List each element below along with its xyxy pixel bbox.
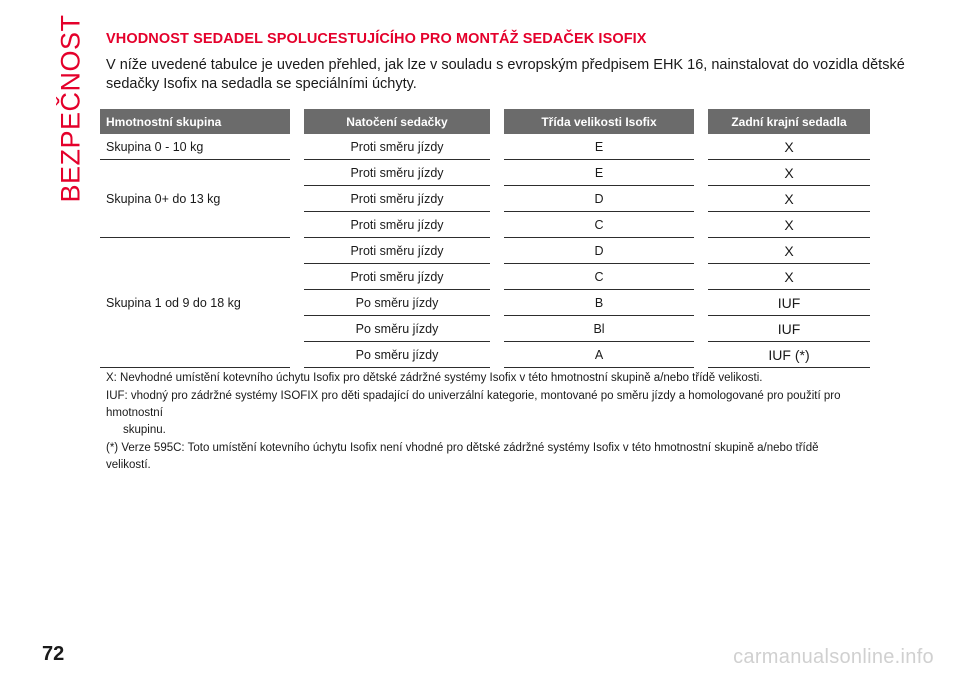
size-class-cell: C — [504, 264, 694, 290]
size-class-cell: D — [504, 186, 694, 212]
table-body — [100, 134, 870, 368]
intro-paragraph: V níže uvedené tabulce je uveden přehled, jak lze v souladu s evropským předpisem EHK 16, nainstalovat do vozidla dětské sedačky Isofix na sedadla se speciálními úchyty. — [106, 57, 905, 92]
orientation-cell: Proti směru jízdy — [304, 186, 490, 212]
note-iuf-line1: IUF: vhodný pro zádržné systémy ISOFIX pro děti spadající do univerzální kategorie, montované po směru jízdy a homologované pro použití pro hmotnostní — [106, 390, 841, 419]
weight-group-cell: Skupina 0 - 10 kg — [100, 134, 290, 160]
orientation-cell: Proti směru jízdy — [304, 160, 490, 186]
header-size-class: Třída velikosti Isofix — [504, 109, 694, 134]
orientation-cell: Proti směru jízdy — [304, 238, 490, 264]
rear-seats-cell: X — [708, 212, 870, 238]
size-class-cell: D — [504, 238, 694, 264]
rear-seats-cell: X — [708, 134, 870, 160]
rear-seats-cell: X — [708, 264, 870, 290]
side-label-text: BEZPEČNOST — [55, 13, 86, 203]
weight-group-cell: Skupina 0+ do 13 kg — [100, 160, 290, 238]
rear-seats-cell: IUF — [708, 290, 870, 316]
orientation-cell: Po směru jízdy — [304, 316, 490, 342]
orientation-cell: Proti směru jízdy — [304, 212, 490, 238]
note-iuf-line2: skupinu. — [123, 424, 166, 436]
watermark: carmanualsonline.info — [733, 646, 934, 668]
size-class-cell: C — [504, 212, 694, 238]
orientation-cell: Po směru jízdy — [304, 342, 490, 368]
size-class-cell: B — [504, 290, 694, 316]
weight-group-cell: Skupina 1 od 9 do 18 kg — [100, 238, 290, 368]
section-side-label — [55, 13, 86, 203]
size-class-cell: Bl — [504, 316, 694, 342]
table-row — [100, 238, 870, 264]
header-rear-seats: Zadní krajní sedadla — [708, 109, 870, 134]
rear-seats-cell: X — [708, 186, 870, 212]
note-x: X: Nevhodné umístění kotevního úchytu Isofix pro dětské zádržné systémy Isofix v této hmotnostní skupině a/nebo třídě velikosti. — [106, 372, 763, 384]
notes — [106, 370, 866, 475]
rear-seats-cell: IUF (*) — [708, 342, 870, 368]
page-number: 72 — [42, 643, 65, 665]
orientation-cell: Po směru jízdy — [304, 290, 490, 316]
header-group: Hmotnostní skupina — [100, 109, 290, 134]
orientation-cell: Proti směru jízdy — [304, 264, 490, 290]
size-class-cell: A — [504, 342, 694, 368]
header-orientation: Natočení sedačky — [304, 109, 490, 134]
orientation-cell: Proti směru jízdy — [304, 134, 490, 160]
note-iuf — [106, 388, 866, 439]
isofix-table — [100, 109, 870, 368]
size-class-cell: E — [504, 134, 694, 160]
size-class-cell: E — [504, 160, 694, 186]
rear-seats-cell: X — [708, 160, 870, 186]
rear-seats-cell: IUF — [708, 316, 870, 342]
note-asterisk: (*) Verze 595C: Toto umístění kotevního úchytu Isofix není vhodné pro dětské zádržné systémy Isofix v této hmotnostní skupině a/nebo třídě velikostí. — [106, 442, 819, 471]
table-row — [100, 134, 870, 160]
table-header — [100, 109, 870, 134]
table-row — [100, 160, 870, 186]
section-title: VHODNOST SEDADEL SPOLUCESTUJÍCÍHO PRO MONTÁŽ SEDAČEK ISOFIX — [106, 31, 647, 47]
rear-seats-cell: X — [708, 238, 870, 264]
